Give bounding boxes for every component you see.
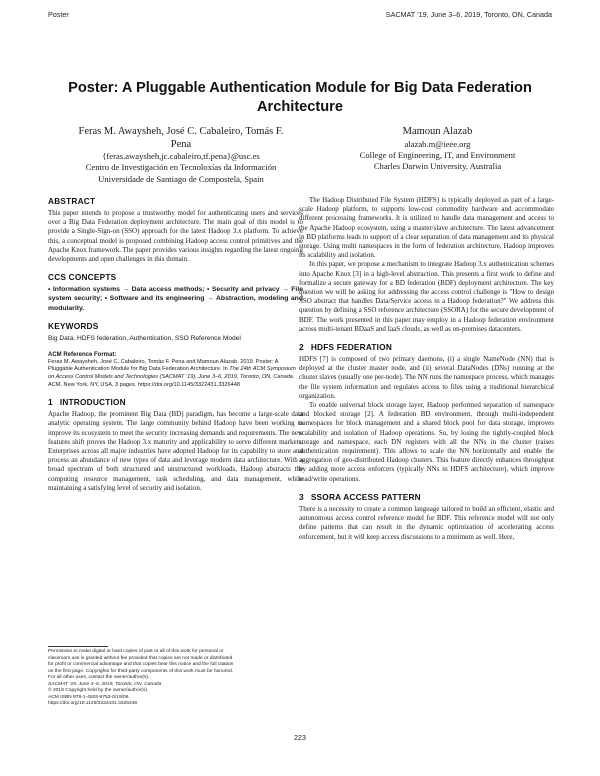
abstract-heading: ABSTRACT — [48, 196, 96, 206]
footnote-line: ACM ISBN 978-1-4503-6753-0/19/06. — [48, 694, 130, 700]
section-number: 2 — [299, 342, 304, 353]
hdfs-federation-section — [299, 342, 554, 484]
abstract-text: This paper intends to propose a trustworthy model for authenticating users and services over a Big Data Federation deployment architecture. The main goal of this model is to provide a Single-Sign-on (SSO) approach for the latest Hadoop 3.x platform. To achieve this, a conceptual model is proposed combining Hadoop access control primitives and the Apache Knox framework. The paper provides various insights regarding the latest ongoing developments and open challenges in this domain. — [48, 209, 303, 264]
paragraph: HDFS [7] is composed of two primary daemons, (i) a single NameNode (NN) that is deployed at the cluster master node, and (ii) several DataNodes (DNs) running at the cluster slaves (usually one per-node). The NN runs the namespace process, which manages the file system information and regulates access to files using a traditional hierarchical organization. — [299, 355, 554, 400]
acm-reference-heading: ACM Reference Format: — [48, 351, 117, 358]
ssora-heading — [299, 492, 554, 502]
keywords-section — [48, 321, 303, 343]
author-block-cdu — [325, 126, 550, 172]
acm-reference-section — [48, 351, 303, 389]
section-title: HDFS FEDERATION — [310, 342, 393, 353]
page-number: 223 — [294, 735, 306, 742]
running-head-right: SACMAT ’19, June 3–6, 2019, Toronto, ON, Canada — [385, 10, 552, 19]
right-column — [299, 196, 554, 550]
introduction-section — [48, 397, 303, 493]
abstract-section — [48, 196, 303, 264]
section-title: INTRODUCTION — [59, 397, 126, 408]
keywords-heading: KEYWORDS — [48, 320, 99, 331]
author-institution: Charles Darwin University, Australia — [373, 161, 502, 172]
footnote-doi[interactable]: https://doi.org/10.1145/3322431.3326448 — [48, 701, 138, 706]
footnote-divider — [48, 646, 108, 647]
acm-reference-venue: The 24th ACM Symposium on Access Control Models and Technologies (SACMAT ’19), June 3–6, 2019, Toronto, ON, Canada. — [48, 366, 296, 381]
author-names: Mamoun Alazab — [402, 126, 473, 137]
footnote-line: for profit or commercial advantage and that copies bear this notice and the full citation — [48, 662, 234, 667]
acm-reference-text — [48, 359, 303, 389]
introduction-text: Apache Hadoop, the prominent Big Data (BD) paradigm, has become a large-scale data analytic operating system. The large community behind Hadoop have been working to improve its ecosystem to meet the security increasing demands and requirements. The new features shift proves the Hadoop 3.x maturity and applicability to serve different markets. Enterprises across all major industries have adopted Hadoop for its capability to store and process an abundance of new types of data and leverage modern data architecture. With a broad spectrum of both structured and unstructured workloads, Hadoop abstracts the computing resource management, task scheduling, and data management, while maintaining a satisfying level of security and isolation. — [48, 410, 303, 492]
footnote-line: For all other uses, contact the owner/author(s). — [48, 675, 150, 680]
author-institution: Universidade de Santiago de Compostela, Spain — [98, 173, 264, 184]
hdfs-federation-heading — [299, 342, 554, 352]
footnote-line: classroom use is granted without fee provided that copies are not made or distributed — [48, 655, 233, 661]
permission-footnote — [48, 649, 288, 708]
paragraph: In this paper, we propose a mechanism to integrate Hadoop 3.x authentication schemes into Apache Knox [3] in a high-level abstraction. This presents a first work to define and formalize a secure gateway for a BD federation (BDF) deployment architecture. The key question we will be asking for addressing the access control challenge is "How to design SSO abstract that handles Data/Service access in a Hadoop federation?" We address this question by defining a SSO reference architecture (SSORA) for the secure development of BDF. The work presented in this paper may employ in a Hadoop federation environment across multi-tenant BDaaS and IaaS clouds, as well as on-premises datacenters. — [299, 260, 554, 333]
running-head-left: Poster — [48, 10, 69, 19]
section-number: 1 — [48, 397, 53, 408]
acm-reference-authors: Feras M. Awaysheh, José C. Cabaleiro, Tomás F. Pena and Mamoun Alazab. 2019. Poster: A Pluggable Authentication Module for Big Data Federation Architecture. In — [48, 358, 279, 373]
paragraph: To enable universal block storage layer, Hadoop performed separation of namespace and blocked storage [2]. A federation BD environment, through multi-independent namespaces for block management and a shared block pool for data storage, improves scalability and isolation of Hadoop operations. So, by losing the tightly-coupled block storage and namespace, each DN registers with all the NNs in the cluster (raises authentication requirement). This allows to scale the NN horizontally and enable the aggregation of geo-distributed Hadoop clusters. This feature directly enhances throughput by adding more access enforcers (typically NNs in HDFS architecture), which improve read/write operations. — [299, 401, 554, 483]
keywords-text: Big Data, HDFS federation, Authentication, SSO Reference Model — [48, 334, 241, 342]
ssora-section — [299, 492, 554, 542]
author-affiliation: College of Engineering, IT, and Environment — [359, 149, 516, 160]
author-block-usc — [70, 126, 292, 185]
footnote-line: SACMAT ’19, June 3–6, 2019, Toronto, ON, Canada — [48, 681, 162, 687]
author-email: alazab.m@ieee.org — [404, 138, 471, 149]
section-title: SSORA ACCESS PATTERN — [310, 491, 421, 502]
paragraph: The Hadoop Distributed File System (HDFS) is typically deployed as part of a large-scale Hadoop platform, to supports low-cost commodity hardware and accommodate different processing frameworks. It is utilized to handle data management and access to the Apache Hadoop ecosystem, using a master/slave architecture. The latest advancement in BD platforms leads to support of a clear separation of data management and its physical storage. Using multi namespaces in the form of federation architecture, Hadoop improves its scalability and isolation. — [299, 196, 554, 260]
paper-title: Poster: A Pluggable Authentication Module for Big Data Federation Architecture — [68, 80, 532, 115]
left-column — [48, 196, 303, 501]
ccs-section — [48, 272, 303, 313]
ccs-text: • Information systems → Data access methods; • Security and privacy → File system security; • Software and its engineering → Abstraction, modeling and modularity. — [48, 286, 303, 312]
paragraph: There is a necessity to create a common language tailored to build an efficient, elastic and autonomous access control reference model for BDF. This reference model will not only define patterns that can result in the dynamic optimization of accelerating access enforcement, but it will keep access discussions to a minimum as well. Here, — [299, 504, 554, 541]
footnote-line: Permission to make digital or hard copies of part or all of this work for personal or — [48, 649, 224, 654]
author-email: {feras.awaysheh,jc.cabaleiro,tf.pena}@usc.es — [102, 151, 260, 161]
ccs-heading: CCS CONCEPTS — [48, 272, 117, 283]
footnote-line: © 2019 Copyright held by the owner/author(s). — [48, 688, 149, 693]
introduction-heading — [48, 397, 303, 407]
author-names: Feras M. Awaysheh, José C. Cabaleiro, Tomás F. Pena — [78, 126, 284, 150]
intro-continued — [299, 196, 554, 334]
acm-reference-tail: ACM, New York, NY, USA, 3 pages. https://doi.org/10.1145/3322431.3326448 — [48, 381, 240, 388]
section-number: 3 — [299, 491, 304, 502]
running-head — [48, 10, 552, 19]
footnote-line: on the first page. Copyrights for third-party components of this work must be honored. — [48, 668, 234, 674]
author-affiliation: Centro de Investigación en Tecnoloxías da Información — [85, 162, 277, 173]
